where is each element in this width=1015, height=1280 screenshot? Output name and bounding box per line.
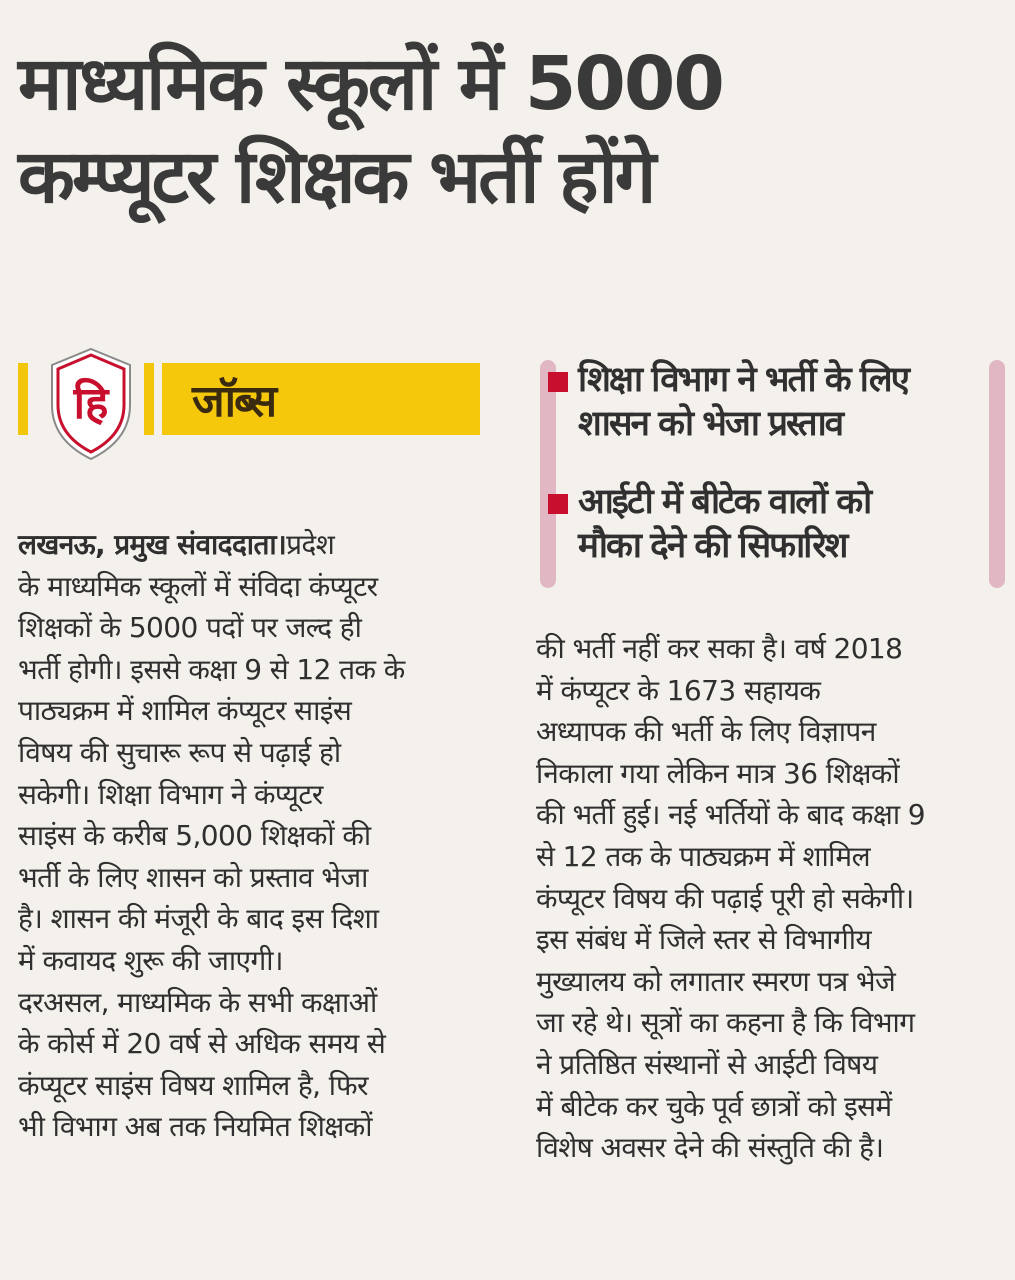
highlight-line: शासन को भेजा प्रस्ताव	[578, 404, 843, 445]
headline-line-1: माध्यमिक स्कूलों में 5000	[18, 41, 723, 127]
headline	[18, 40, 1003, 222]
article-line: जा रहे थे। सूत्रों का कहना है कि विभाग	[536, 1006, 915, 1040]
article-line: में कवायद शुरू की जाएगी।	[18, 943, 283, 977]
dateline: लखनऊ, प्रमुख संवाददाता।	[18, 528, 287, 561]
article-line: इस संबंध में जिले स्तर से विभागीय	[536, 923, 872, 957]
article-line: अध्यापक की भर्ती के लिए विज्ञापन	[536, 715, 876, 749]
article-line: की भर्ती हुई। नई भर्तियों के बाद कक्षा 9	[536, 798, 926, 832]
brand-logo	[46, 345, 136, 463]
article-line: से 12 तक के पाठ्यक्रम में शामिल	[536, 839, 870, 873]
bullet-square-icon	[548, 494, 568, 514]
article-line: सकेगी। शिक्षा विभाग ने कंप्यूटर	[18, 777, 323, 811]
section-label-box	[162, 363, 480, 435]
divider-bar	[144, 363, 154, 435]
article-line: निकाला गया लेकिन मात्र 36 शिक्षकों	[536, 756, 900, 790]
article-line: मुख्यालय को लगातार स्मरण पत्र भेजे	[536, 964, 896, 998]
highlights-box	[540, 352, 1005, 597]
article-line: में बीटेक कर चुके पूर्व छात्रों को इसमें	[536, 1089, 892, 1123]
article-line: के कोर्स में 20 वर्ष से अधिक समय से	[18, 1027, 386, 1061]
article-line: में कंप्यूटर के 1673 सहायक	[536, 673, 821, 707]
article-line: है। शासन की मंजूरी के बाद इस दिशा	[18, 902, 379, 936]
article-line: के माध्यमिक स्कूलों में संविदा कंप्यूटर	[18, 569, 378, 603]
article-line: ने प्रतिष्ठित संस्थानों से आईटी विषय	[536, 1047, 878, 1081]
headline-line-2: कम्प्यूटर शिक्षक भर्ती होंगे	[18, 133, 654, 220]
highlight-line: मौका देने की सिफारिश	[578, 526, 847, 567]
bullet-square-icon	[548, 372, 568, 392]
highlight-line: आईटी में बीटेक वालों को	[578, 482, 871, 522]
article-column-left	[18, 524, 486, 1148]
article-line: भी विभाग अब तक नियमित शिक्षकों	[18, 1110, 372, 1144]
left-bracket	[540, 360, 556, 588]
article-line: भर्ती के लिए शासन को प्रस्ताव भेजा	[18, 860, 368, 894]
article-text: प्रदेश	[286, 528, 335, 561]
logo-letter: हि	[73, 378, 109, 429]
section-band	[18, 345, 480, 465]
article-line: कंप्यूटर साइंस विषय शामिल है, फिर	[18, 1068, 368, 1102]
highlight-item	[578, 358, 908, 446]
highlight-line: शिक्षा विभाग ने भर्ती के लिए	[578, 360, 908, 400]
article-line: भर्ती होगी। इससे कक्षा 9 से 12 तक के	[18, 652, 405, 686]
right-bracket	[989, 360, 1005, 588]
article-line: कंप्यूटर विषय की पढ़ाई पूरी हो सकेगी।	[536, 881, 914, 915]
article-line: पाठ्यक्रम में शामिल कंप्यूटर साइंस	[18, 694, 352, 728]
divider-bar	[18, 363, 28, 435]
article-line	[18, 524, 486, 566]
article-line: विषय की सुचारू रूप से पढ़ाई हो	[18, 735, 341, 769]
section-label: जॉब्स	[192, 376, 276, 427]
article-line: विशेष अवसर देने की संस्तुति की है।	[536, 1131, 884, 1165]
article-line: शिक्षकों के 5000 पदों पर जल्द ही	[18, 611, 362, 645]
article-column-right	[536, 628, 1006, 1169]
article-line: साइंस के करीब 5,000 शिक्षकों की	[18, 819, 371, 853]
article-line: की भर्ती नहीं कर सका है। वर्ष 2018	[536, 632, 903, 665]
highlight-item	[578, 480, 870, 568]
article-line: दरअसल, माध्यमिक के सभी कक्षाओं	[18, 985, 377, 1019]
